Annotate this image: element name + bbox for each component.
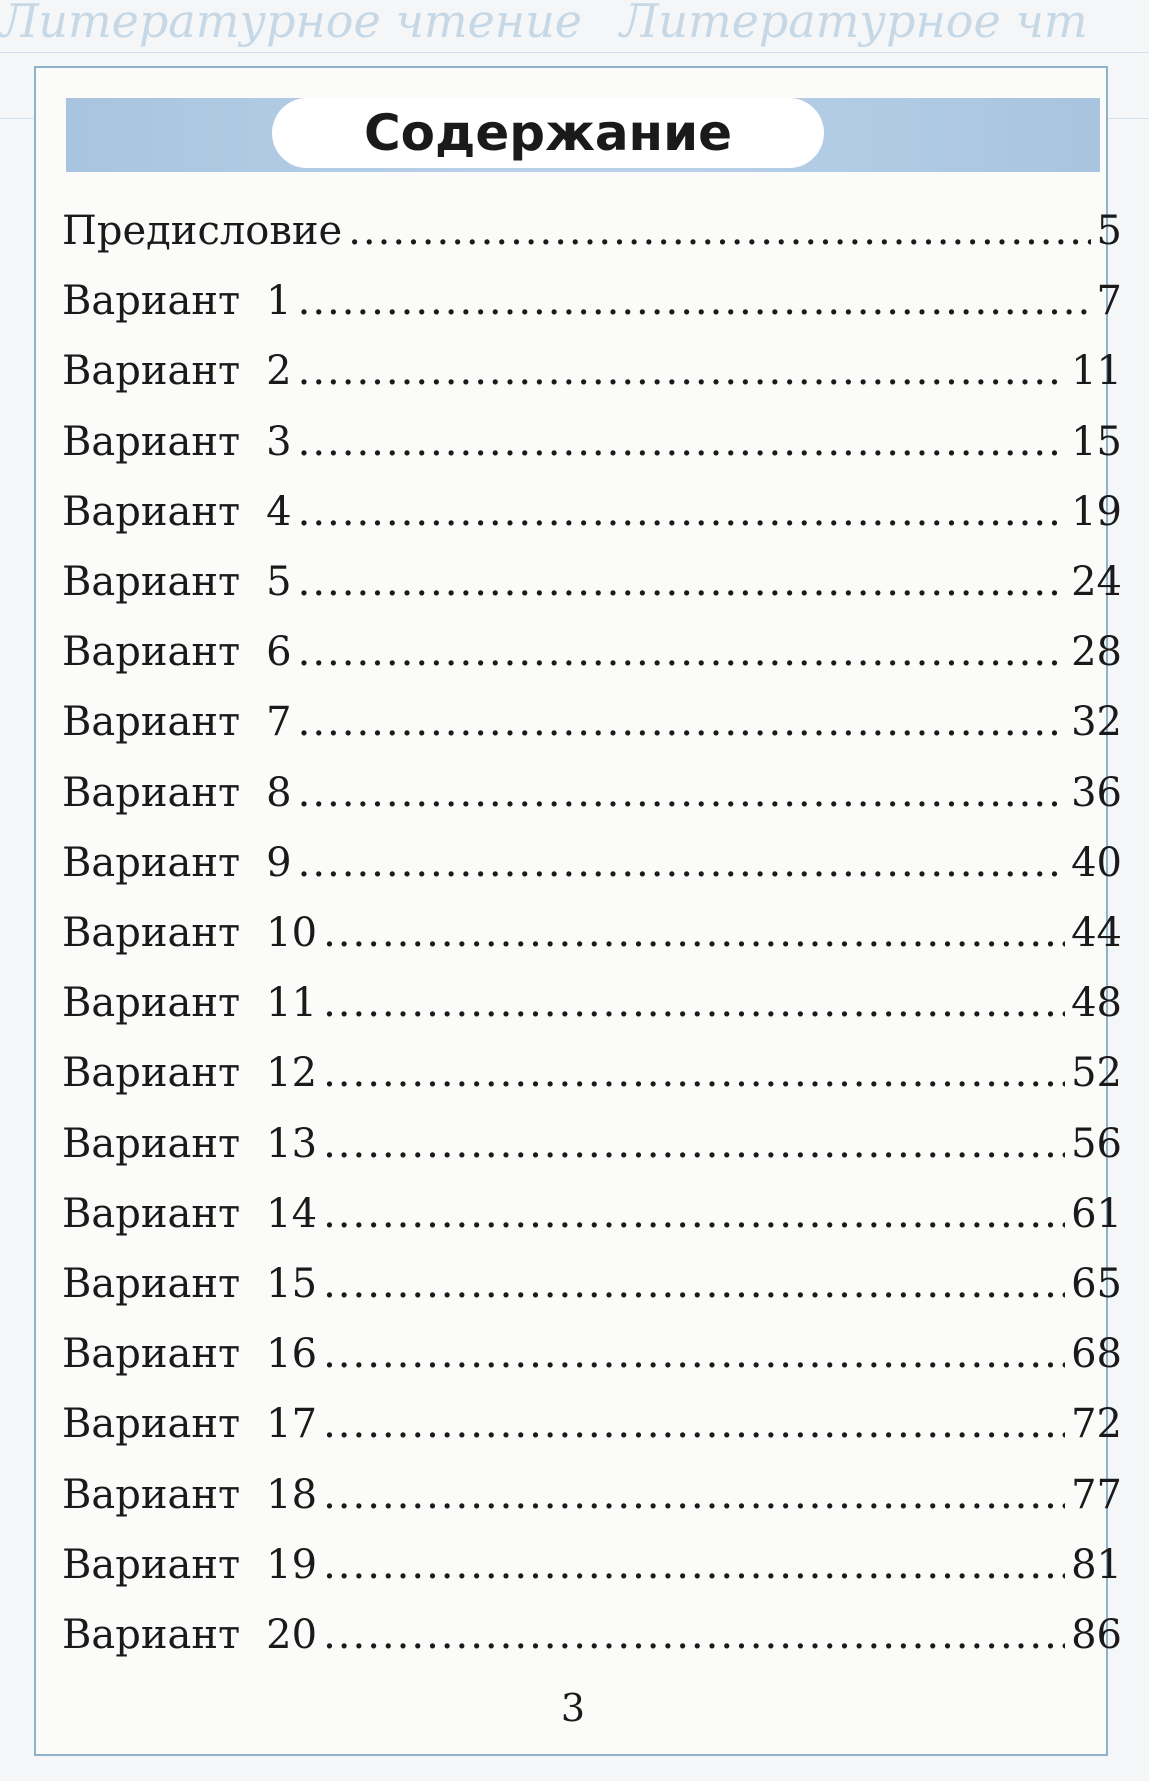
- toc-entry-label: Вариант: [62, 418, 241, 465]
- toc-entry-label: Вариант: [62, 769, 241, 816]
- toc-leader-dots: [298, 278, 1091, 324]
- toc-entry-page: 86: [1071, 1612, 1122, 1658]
- toc-entry-number: 8: [266, 769, 292, 816]
- toc-entry-number: 3: [266, 418, 292, 465]
- toc-entry-number: 5: [266, 559, 292, 605]
- toc-entry: [62, 1401, 1122, 1461]
- toc-entry: [62, 980, 1122, 1040]
- toc-entry-label: Вариант: [62, 1190, 241, 1237]
- toc-leader-dots: [298, 699, 1065, 745]
- toc-leader-dots: [323, 1542, 1065, 1588]
- toc-entry-page: 72: [1071, 1401, 1122, 1448]
- toc-entry-label: Вариант: [62, 910, 241, 956]
- toc-entry-page: 5: [1096, 208, 1122, 254]
- toc-leader-dots: [298, 629, 1065, 675]
- page-title: Содержание: [363, 104, 733, 162]
- toc-entry-label: Вариант: [62, 559, 241, 605]
- toc-leader-dots: [323, 1050, 1065, 1096]
- toc-entry-page: 48: [1071, 980, 1122, 1027]
- toc-entry-page: 40: [1071, 839, 1122, 886]
- toc-entry-number: 13: [266, 1120, 318, 1167]
- toc-entry: [62, 419, 1122, 479]
- toc-leader-dots: [298, 559, 1065, 605]
- toc-entry-number: 6: [266, 629, 292, 676]
- toc-entry: [62, 1472, 1122, 1532]
- toc-leader-dots: [323, 1261, 1065, 1307]
- toc-entry-number: 16: [266, 1331, 318, 1378]
- toc-leader-dots: [348, 208, 1090, 254]
- toc-entry-number: 15: [266, 1261, 318, 1307]
- toc-entry-page: 11: [1071, 348, 1122, 395]
- toc-entry-page: 52: [1071, 1050, 1122, 1097]
- toc-leader-dots: [323, 1401, 1065, 1447]
- toc-leader-dots: [298, 348, 1065, 394]
- toc-entry-label: Вариант: [62, 1401, 241, 1448]
- toc-leader-dots: [323, 1612, 1065, 1658]
- toc-entry-number: 11: [266, 980, 318, 1027]
- toc-entry: [62, 1542, 1122, 1602]
- toc-entry: [62, 208, 1122, 268]
- toc-entry-label: Вариант: [62, 1471, 241, 1518]
- toc-entry-label: Вариант: [62, 1612, 241, 1658]
- toc-entry-page: 7: [1096, 278, 1122, 325]
- toc-leader-dots: [323, 1121, 1065, 1167]
- toc-entry-page: 36: [1071, 769, 1122, 816]
- toc-entry: [62, 1331, 1122, 1391]
- toc-entry-number: 1: [266, 278, 292, 325]
- toc-entry-label: Вариант: [62, 278, 241, 325]
- toc-entry-number: 2: [266, 348, 292, 395]
- toc-entry-page: 61: [1071, 1190, 1122, 1237]
- toc-leader-dots: [323, 1331, 1065, 1377]
- toc-leader-dots: [323, 910, 1065, 956]
- toc-entry-label: Вариант: [62, 1261, 241, 1307]
- toc-entry-label: Вариант: [62, 488, 241, 535]
- toc-entry-number: 20: [266, 1612, 318, 1658]
- toc-leader-dots: [298, 489, 1065, 535]
- toc-leader-dots: [298, 840, 1065, 886]
- toc-leader-dots: [323, 980, 1065, 1026]
- toc-entry: [62, 1050, 1122, 1110]
- toc-entry: [62, 559, 1122, 619]
- toc-entry: [62, 489, 1122, 549]
- toc-entry-page: 28: [1071, 629, 1122, 676]
- toc-entry-number: 9: [266, 839, 292, 886]
- toc-entry-page: 68: [1071, 1331, 1122, 1378]
- toc-entry-number: 12: [266, 1050, 318, 1097]
- toc-leader-dots: [323, 1472, 1065, 1518]
- background-script-text: Литературное чт: [620, 0, 1088, 48]
- toc-entry-page: 19: [1071, 488, 1122, 535]
- toc-entry: [62, 1612, 1122, 1672]
- toc-entry-page: 44: [1071, 910, 1122, 956]
- toc-entry-number: 14: [266, 1190, 318, 1237]
- toc-entry: [62, 1121, 1122, 1181]
- toc-entry-page: 77: [1071, 1471, 1122, 1518]
- toc-entry-label: Вариант: [62, 980, 241, 1027]
- toc-entry-label: Вариант: [62, 348, 241, 395]
- toc-entry: [62, 629, 1122, 689]
- toc-entry-number: 17: [266, 1401, 318, 1448]
- toc-entry-number: 10: [266, 910, 318, 956]
- toc-entry-page: 56: [1071, 1120, 1122, 1167]
- toc-entry: [62, 699, 1122, 759]
- toc-entry: [62, 770, 1122, 830]
- toc-entry-number: 18: [266, 1471, 318, 1518]
- toc-entry: [62, 840, 1122, 900]
- page-number: 3: [560, 1686, 586, 1730]
- toc-entry: [62, 348, 1122, 408]
- page-frame: [34, 66, 1122, 1756]
- toc-entry-page: 32: [1071, 699, 1122, 746]
- background-script-text: Литературное чтение: [0, 0, 582, 48]
- toc-entry-number: 19: [266, 1541, 318, 1588]
- toc-leader-dots: [298, 770, 1065, 816]
- toc-entry-label: Предисловие: [62, 208, 343, 254]
- toc-entry-page: 81: [1071, 1541, 1122, 1588]
- toc-entry: [62, 278, 1122, 338]
- toc-entry-number: 4: [266, 488, 292, 535]
- toc-entry: [62, 1191, 1122, 1251]
- toc-entry: [62, 1261, 1122, 1321]
- toc-leader-dots: [298, 419, 1065, 465]
- toc-entry-page: 65: [1071, 1261, 1122, 1307]
- toc-entry-number: 7: [266, 699, 292, 746]
- toc-entry-label: Вариант: [62, 1331, 241, 1378]
- toc-leader-dots: [323, 1191, 1065, 1237]
- toc-entry-label: Вариант: [62, 839, 241, 886]
- toc-entry-page: 24: [1071, 559, 1122, 605]
- toc-entry-label: Вариант: [62, 1120, 241, 1167]
- toc-entry-label: Вариант: [62, 1541, 241, 1588]
- toc-entry-label: Вариант: [62, 629, 241, 676]
- toc-entry-label: Вариант: [62, 1050, 241, 1097]
- toc-entry-page: 15: [1071, 418, 1122, 465]
- toc-entry: [62, 910, 1122, 970]
- toc-entry-label: Вариант: [62, 699, 241, 746]
